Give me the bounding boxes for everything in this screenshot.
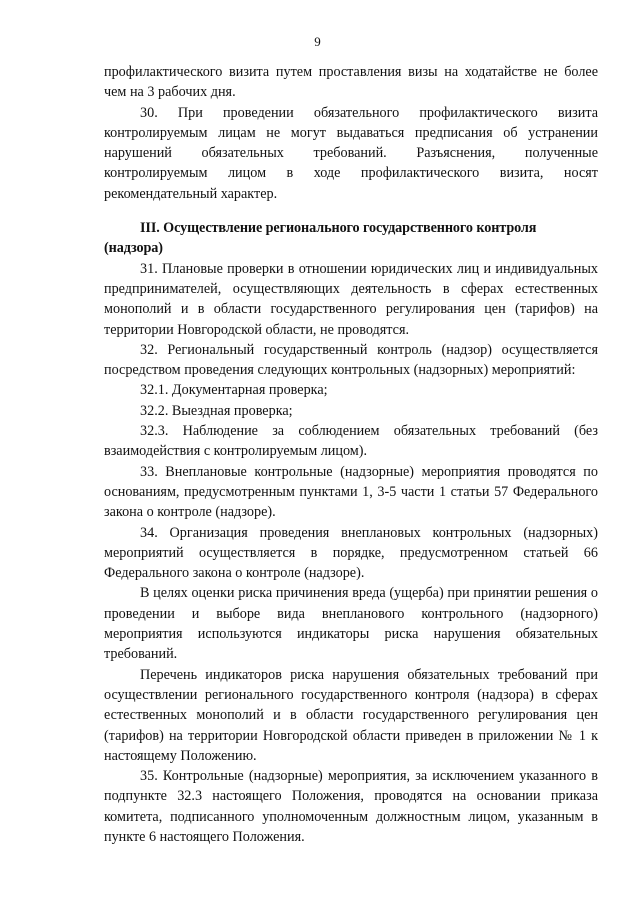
paragraph-risk-assessment: В целях оценки риска причинения вреда (ущерба) при принятии решения о проведении и выборе вида внепланового контрольного (надзорного) мероприятия используются индикаторы риска нарушения обязательных требований.	[104, 585, 598, 663]
paragraph-risk-indicators: Перечень индикаторов риска нарушения обязательных требований при осуществлении регионального государственного контроля (надзора) в сферах естественных монополий и в области государственного регулирования цен (тарифов) на территории Новгородской области приведен в приложении № 1 к настоящему Положению.	[104, 666, 598, 764]
paragraph-32-3: 32.3. Наблюдение за соблюдением обязательных требований (без взаимодействия с контролируемым лицом).	[104, 423, 598, 460]
document-body	[104, 62, 598, 847]
paragraph-32: 32. Региональный государственный контроль (надзор) осуществляется посредством проведения следующих контрольных (надзорных) мероприятий:	[104, 341, 598, 379]
section-heading: III. Осуществление регионального государственного контроля (надзора)	[104, 220, 537, 257]
paragraph-30: 30. При проведении обязательного профилактического визита контролируемым лицам не могут выдаваться предписания об устранении нарушений обязательных требований. Разъяснения, полученные контролируемым лицом в ходе профилактического визита, носят рекомендательный характер.	[104, 104, 598, 202]
paragraph-35: 35. Контрольные (надзорные) мероприятия, за исключением указанного в подпункте 32.3 настоящего Положения, проводятся на основании приказа комитета, подписанного уполномоченным должностным лицом, указанным в пункте 6 настоящего Положения.	[104, 768, 598, 845]
paragraph-continuation: профилактического визита путем проставления визы на ходатайстве не более чем на 3 рабочих дня.	[104, 64, 598, 101]
paragraph-34: 34. Организация проведения внеплановых контрольных (надзорных) мероприятий осуществляется в порядке, предусмотренном статьей 66 Федерального закона о контроле (надзоре).	[104, 524, 598, 582]
paragraph-32-2: 32.2. Выездная проверка;	[140, 402, 293, 419]
paragraph-32-1: 32.1. Документарная проверка;	[140, 382, 328, 399]
page-number: 9	[314, 34, 321, 49]
paragraph-31: 31. Плановые проверки в отношении юридических лиц и индивидуальных предпринимателей, осуществляющих деятельность в сферах естественных монополий и в области государственного регулирования цен (тарифов) на территории Новгородской области, не проводятся.	[104, 260, 598, 338]
paragraph-33: 33. Внеплановые контрольные (надзорные) мероприятия проводятся по основаниям, предусмотренным пунктами 1, 3-5 части 1 статьи 57 Федерального закона о контроле (надзоре).	[104, 463, 598, 521]
